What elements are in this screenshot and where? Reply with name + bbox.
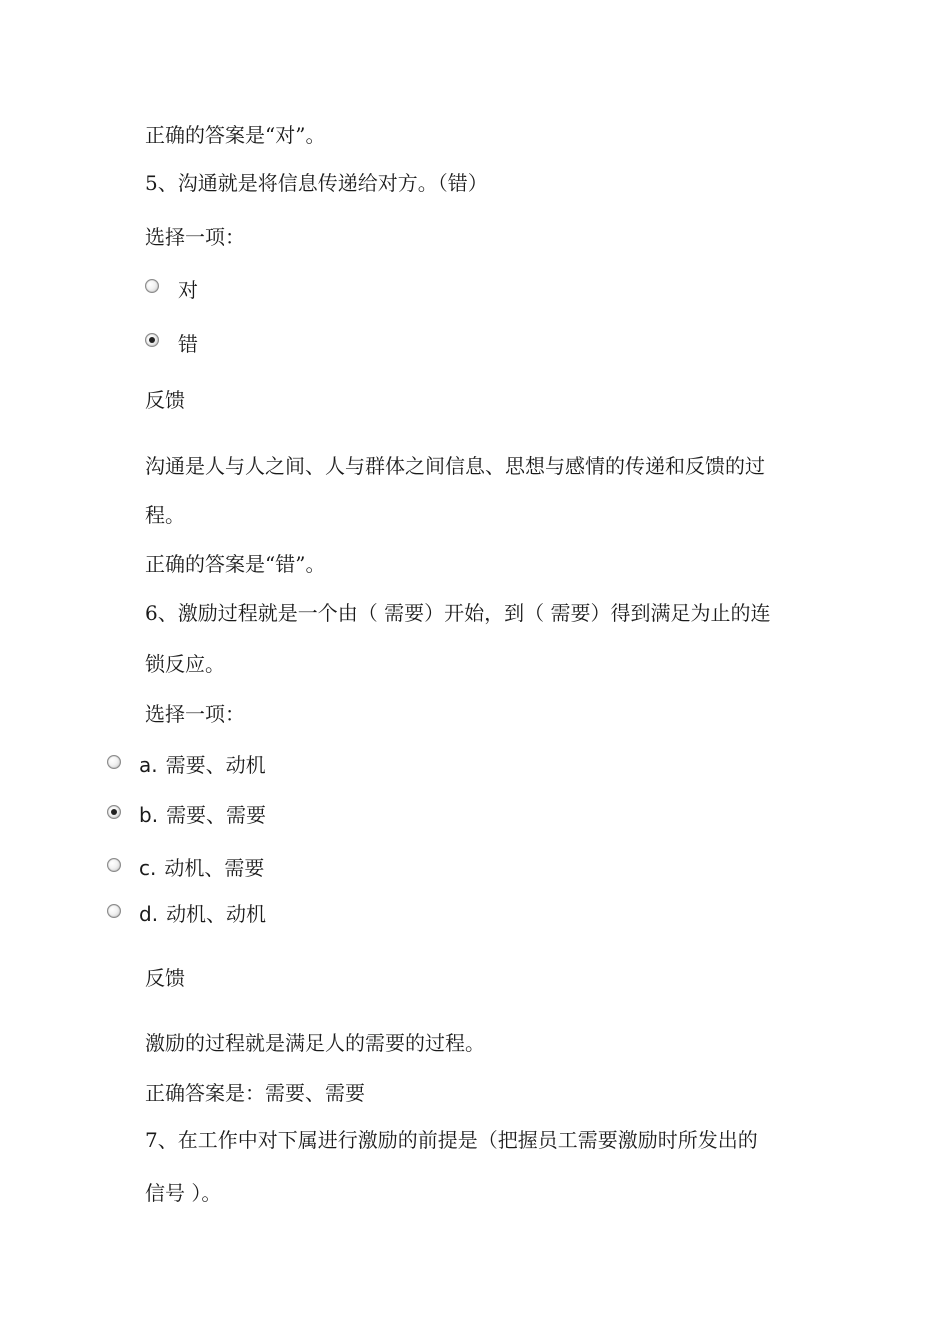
q6-feedback-text: 激励的过程就是满足人的需要的过程。 <box>145 1031 485 1055</box>
option-label: 动机、动机 <box>166 902 267 926</box>
q5-prompt: 选择一项： <box>145 225 245 249</box>
q5-question: 5、沟通就是将信息传递给对方。（错） <box>145 171 488 195</box>
option-label: 错 <box>178 332 198 356</box>
option-letter: d. <box>139 902 159 926</box>
radio-button-icon[interactable] <box>107 858 121 872</box>
q6-option-b[interactable] <box>107 802 266 828</box>
option-letter: c. <box>139 856 157 880</box>
q5-feedback-text: 沟通是人与人之间、人与群体之间信息、思想与感情的传递和反馈的过 <box>145 454 765 478</box>
q5-feedback-text-cont: 程。 <box>145 503 185 527</box>
option-label: 需要、需要 <box>166 803 267 827</box>
q5-option-true[interactable] <box>145 277 198 303</box>
q6-feedback-title: 反馈 <box>145 966 185 990</box>
q7-question-cont: 信号 ）。 <box>145 1181 222 1205</box>
radio-button-checked-icon[interactable] <box>145 333 159 347</box>
q5-option-false[interactable] <box>145 331 198 357</box>
q6-option-a[interactable] <box>107 752 266 778</box>
option-label: 对 <box>178 278 198 302</box>
option-letter: b. <box>139 803 159 827</box>
q5-feedback-title: 反馈 <box>145 388 185 412</box>
option-label: 需要、动机 <box>165 753 266 777</box>
option-label: 动机、需要 <box>164 856 265 880</box>
q6-prompt: 选择一项： <box>145 702 245 726</box>
option-letter: a. <box>139 753 158 777</box>
q4-correct-answer: 正确的答案是“对”。 <box>145 123 326 147</box>
radio-button-icon[interactable] <box>145 279 159 293</box>
radio-button-checked-icon[interactable] <box>107 805 121 819</box>
q6-question-cont: 锁反应。 <box>145 652 225 676</box>
radio-button-icon[interactable] <box>107 904 121 918</box>
q6-correct-answer: 正确答案是：需要、需要 <box>145 1081 365 1105</box>
q5-correct-answer: 正确的答案是“错”。 <box>145 552 326 576</box>
q7-question: 7、在工作中对下属进行激励的前提是（把握员工需要激励时所发出的 <box>145 1128 758 1152</box>
q6-option-c[interactable] <box>107 855 264 881</box>
q6-option-d[interactable] <box>107 901 266 927</box>
radio-button-icon[interactable] <box>107 755 121 769</box>
q6-question: 6、激励过程就是一个由（ 需要）开始，到（ 需要）得到满足为止的连 <box>145 601 771 625</box>
